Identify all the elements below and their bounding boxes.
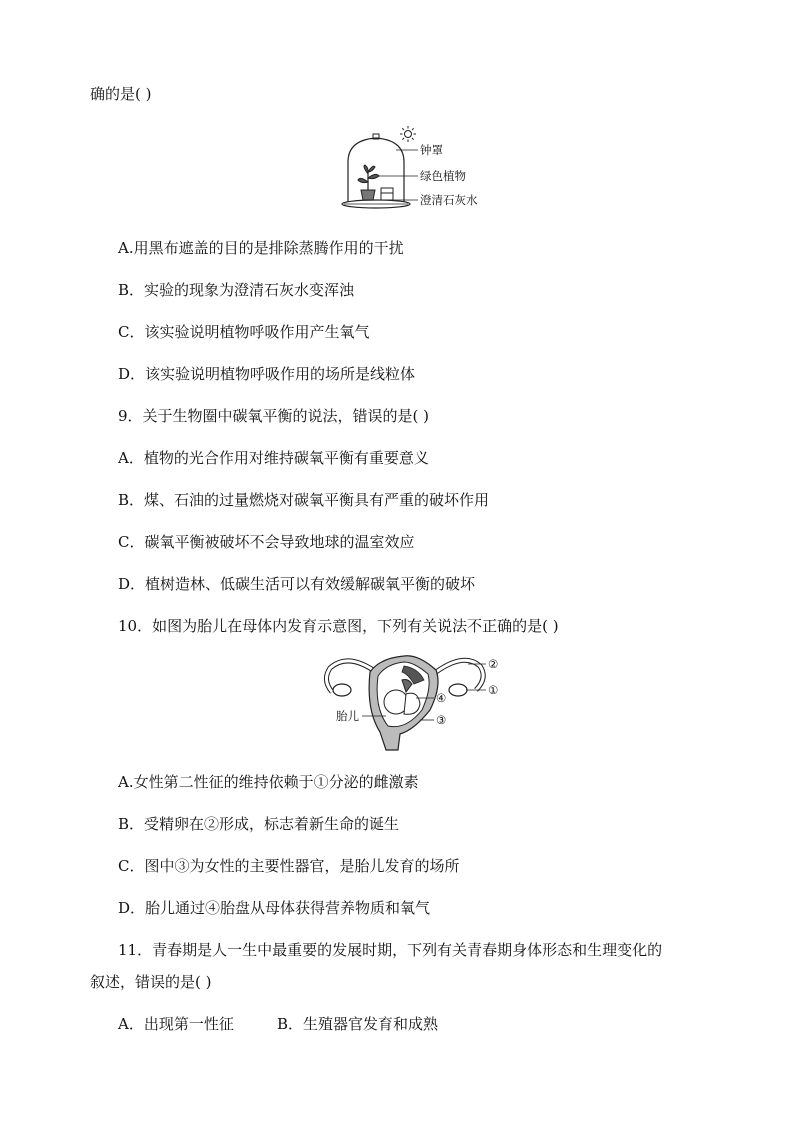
label-limewater: 澄清石灰水 — [420, 193, 478, 207]
plant-icon — [358, 165, 379, 200]
label-2: ② — [488, 657, 499, 671]
q9-option-b: B．煤、石油的过量燃烧对碳氧平衡具有严重的破坏作用 — [118, 491, 490, 509]
sun-icon — [400, 126, 416, 142]
ovary-left-icon — [333, 684, 351, 696]
q10-option-c: C．图中③为女性的主要性器官，是胎儿发育的场所 — [118, 857, 460, 875]
label-fetus: 胎儿 — [336, 709, 359, 723]
beaker-icon — [381, 188, 393, 200]
q9-option-c: C．碳氧平衡被破坏不会导致地球的温室效应 — [118, 533, 415, 551]
q9-option-d: D．植树造林、低碳生活可以有效缓解碳氧平衡的破坏 — [118, 575, 476, 593]
q9-stem: 9．关于生物圈中碳氧平衡的说法，错误的是( ) — [118, 407, 430, 425]
q10-option-a: A.女性第二性征的维持依赖于①分泌的雌激素 — [118, 773, 419, 791]
q10-stem: 10．如图为胎儿在母体内发育示意图，下列有关说法不正确的是( ) — [118, 617, 559, 635]
label-bell-jar: 钟罩 — [420, 143, 443, 157]
fetus-figure — [318, 650, 508, 754]
bell-jar-figure — [336, 122, 496, 214]
q11-stem-line1: 11．青春期是人一生中最重要的发展时期，下列有关青春期身体形态和生理变化的 — [118, 941, 663, 959]
q8-option-b: B．实验的现象为澄清石灰水变浑浊 — [118, 281, 355, 299]
q9-option-a: A．植物的光合作用对维持碳氧平衡有重要意义 — [118, 449, 429, 467]
q8-option-a: A.用黑布遮盖的目的是排除蒸腾作用的干扰 — [118, 239, 404, 257]
q10-option-b: B．受精卵在②形成，标志着新生命的诞生 — [118, 815, 400, 833]
ovary-right-icon — [449, 684, 467, 696]
q10-option-d: D．胎儿通过④胎盘从母体获得营养物质和氧气 — [118, 899, 431, 917]
label-4: ④ — [436, 691, 447, 705]
label-1: ① — [488, 683, 499, 697]
q11-stem-line2: 叙述，错误的是( ) — [90, 973, 212, 991]
q8-stem-tail: 确的是( ) — [90, 85, 152, 103]
q8-option-d: D．该实验说明植物呼吸作用的场所是线粒体 — [118, 365, 416, 383]
q8-option-c: C．该实验说明植物呼吸作用产生氧气 — [118, 323, 370, 341]
q11-option-a: A．出现第一性征 — [118, 1015, 234, 1033]
label-green-plant: 绿色植物 — [420, 169, 466, 183]
bell-jar-icon — [348, 138, 404, 202]
q11-option-b: B．生殖器官发育和成熟 — [277, 1015, 439, 1033]
label-3: ③ — [436, 713, 447, 727]
